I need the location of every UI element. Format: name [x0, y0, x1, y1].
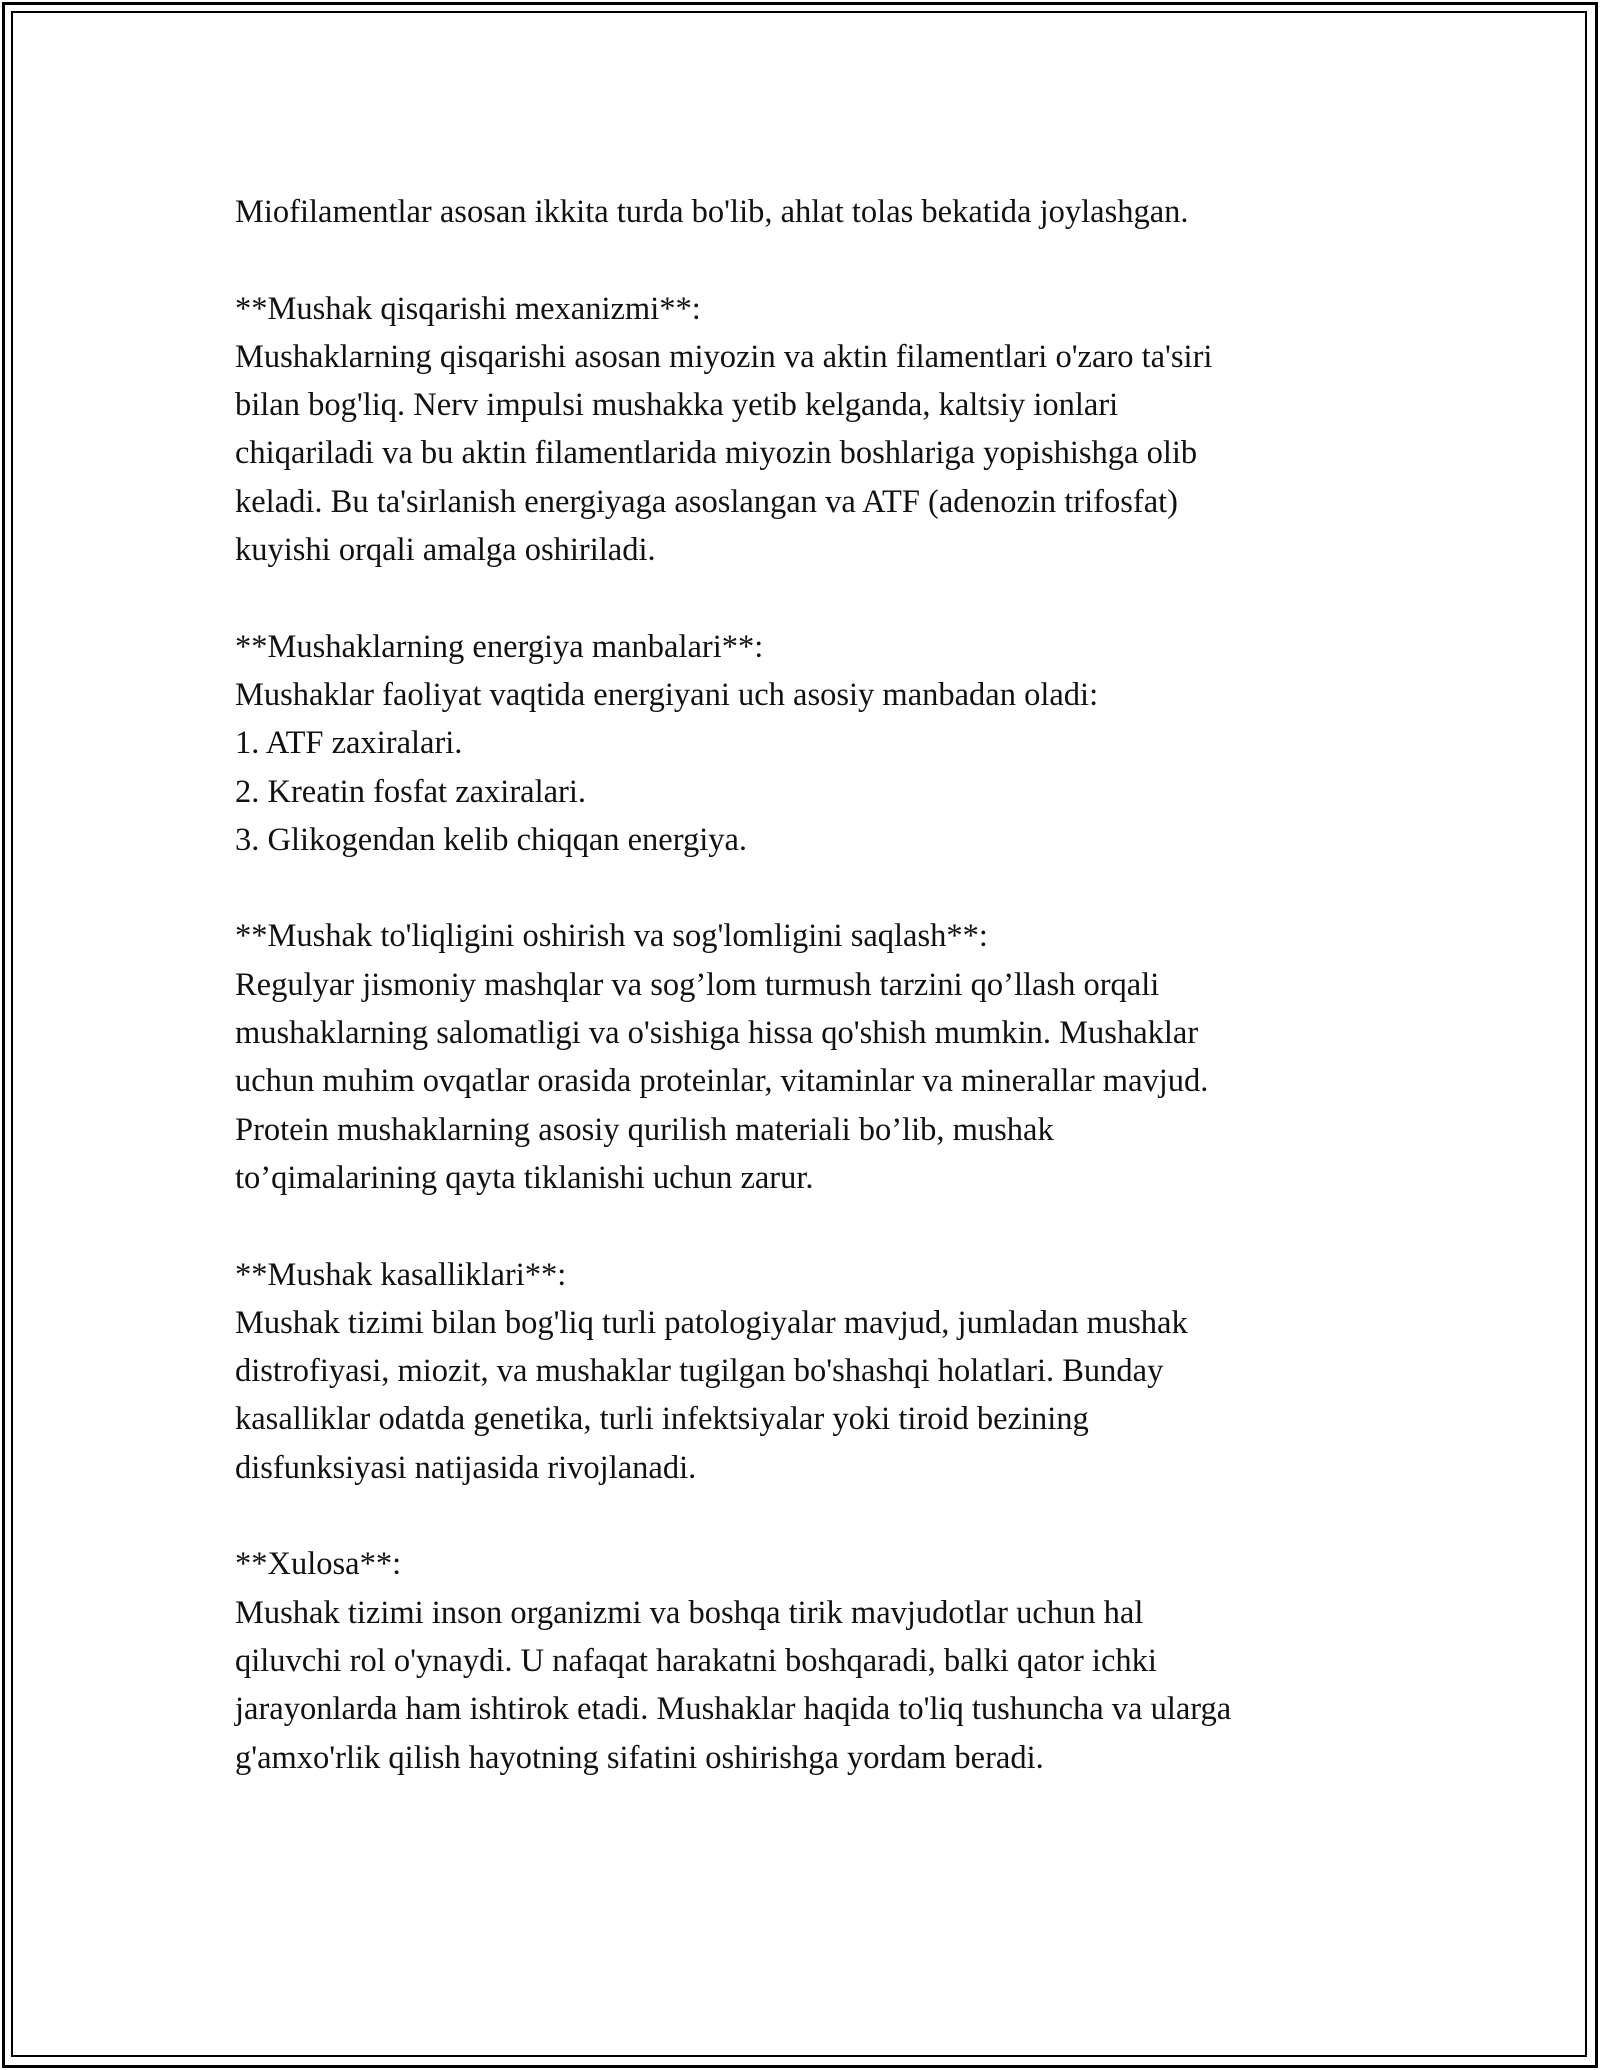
- body-line: qiluvchi rol o'ynaydi. U nafaqat harakatni boshqaradi, balki qator ichki: [235, 1642, 1157, 1679]
- paragraph-gap: [235, 1202, 1385, 1250]
- paragraph-gap: [235, 574, 1385, 622]
- section-heading: **Mushak to'liqligini oshirish va sog'lomligini saqlash**:: [235, 918, 988, 955]
- body-line: Mushak tizimi inson organizmi va boshqa tirik mavjudotlar uchun hal: [235, 1594, 1144, 1631]
- section-energy-sources: [235, 623, 1385, 864]
- section-heading: **Mushaklarning energiya manbalari**:: [235, 628, 764, 665]
- list-item: 2. Kreatin fosfat zaxiralari.: [235, 773, 587, 810]
- section-muscle-health: [235, 912, 1385, 1202]
- section-muscle-contraction: [235, 285, 1385, 575]
- document-body: [235, 188, 1385, 1782]
- body-line: g'amxo'rlik qilish hayotning sifatini oshirishga yordam beradi.: [235, 1739, 1044, 1776]
- section-conclusion: [235, 1540, 1385, 1781]
- body-line: jarayonlarda ham ishtirok etadi. Mushaklar haqida to'liq tushuncha va ularga: [235, 1691, 1232, 1728]
- body-line: Protein mushaklarning asosiy qurilish materiali bo’lib, mushak: [235, 1111, 1054, 1148]
- body-line: distrofiyasi, miozit, va mushaklar tugilgan bo'shashqi holatlari. Bunday: [235, 1353, 1164, 1390]
- body-line: chiqariladi va bu aktin filamentlarida miyozin boshlariga yopishishga olib: [235, 435, 1198, 472]
- body-line: keladi. Bu ta'sirlanish energiyaga asoslangan va ATF (adenozin trifosfat): [235, 483, 1178, 520]
- body-line: Mushaklarning qisqarishi asosan miyozin va aktin filamentlari o'zaro ta'siri: [235, 338, 1213, 375]
- section-heading: **Mushak qisqarishi mexanizmi**:: [235, 290, 701, 327]
- list-item: 3. Glikogendan kelib chiqqan energiya.: [235, 821, 748, 858]
- body-line: Regulyar jismoniy mashqlar va sog’lom turmush tarzini qo’llash orqali: [235, 966, 1160, 1003]
- paragraph-gap: [235, 236, 1385, 284]
- paragraph-gap: [235, 1492, 1385, 1540]
- section-heading: **Mushak kasalliklari**:: [235, 1256, 567, 1293]
- body-line: to’qimalarining qayta tiklanishi uchun zarur.: [235, 1159, 814, 1196]
- section-heading: **Xulosa**:: [235, 1546, 402, 1583]
- paragraph-gap: [235, 864, 1385, 912]
- body-line: uchun muhim ovqatlar orasida proteinlar, vitaminlar va minerallar mavjud.: [235, 1063, 1209, 1100]
- list-item: 1. ATF zaxiralari.: [235, 725, 463, 762]
- section-muscle-diseases: [235, 1251, 1385, 1492]
- body-line: disfunksiyasi natijasida rivojlanadi.: [235, 1449, 697, 1486]
- body-line: Mushak tizimi bilan bog'liq turli patologiyalar mavjud, jumladan mushak: [235, 1304, 1188, 1341]
- body-line: Mushaklar faoliyat vaqtida energiyani uch asosiy manbadan oladi:: [235, 676, 1099, 713]
- intro-paragraph: Miofilamentlar asosan ikkita turda bo'lib, ahlat tolas bekatida joylashgan.: [235, 194, 1189, 230]
- body-line: kasalliklar odatda genetika, turli infektsiyalar yoki tiroid bezining: [235, 1401, 1089, 1438]
- body-line: bilan bog'liq. Nerv impulsi mushakka yetib kelganda, kaltsiy ionlari: [235, 387, 1119, 424]
- body-line: mushaklarning salomatligi va o'sishiga hissa qo'shish mumkin. Mushaklar: [235, 1015, 1199, 1052]
- body-line: kuyishi orqali amalga oshiriladi.: [235, 532, 656, 569]
